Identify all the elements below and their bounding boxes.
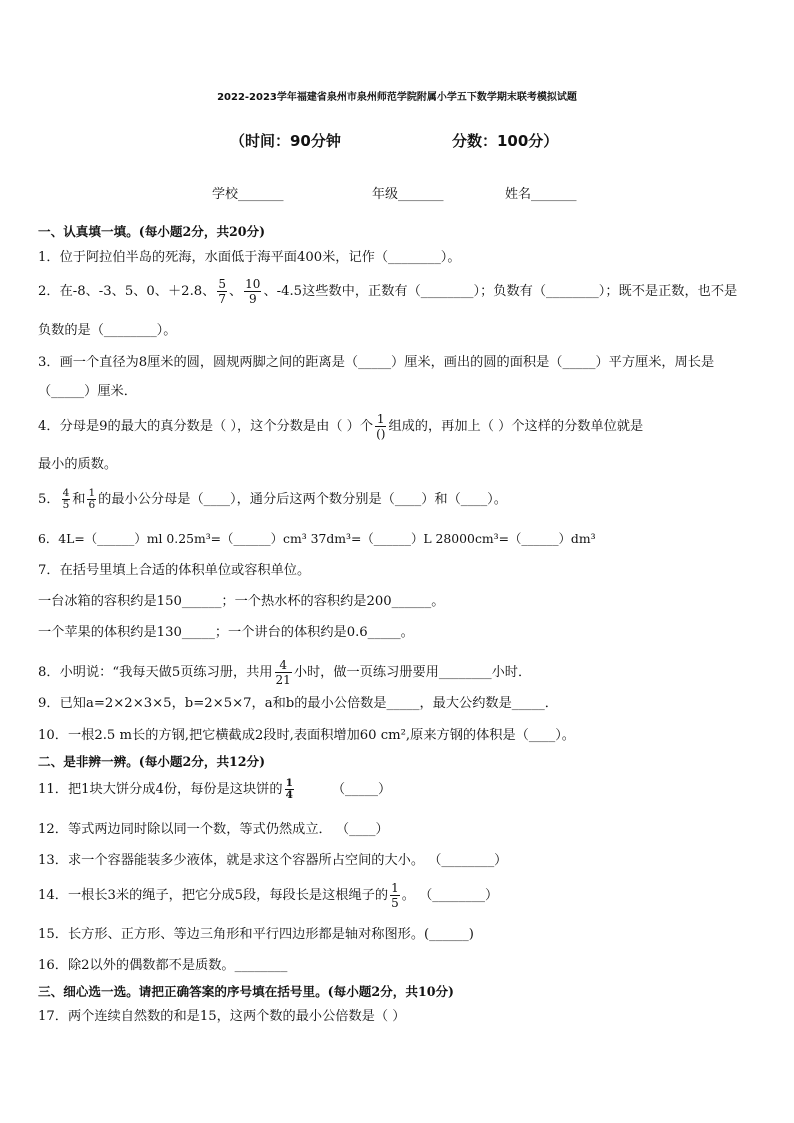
fraction-4-21: $\frac{4}{21}$ [275,658,291,687]
page-title: 2022-2023学年福建省泉州市泉州师范学院附属小学五下数学期末联考模拟试题 [217,92,577,103]
question-8: 8．小明说：“我每天做5页练习册，共用 $\frac{4}{21}$ 小时，做一页练习册要用________小时． [38,658,532,687]
fraction-5-7: $\frac{5}{7}$ [218,277,226,306]
question-1: 1．位于阿拉伯半岛的死海，水面低于海平面400米，记作（________）。 [38,250,461,265]
school-field: 学校_______ [212,187,284,202]
section-1-heading: 一、认真填一填。(每小题2分，共20分) [38,224,266,239]
grade-field: 年级_______ [372,187,444,202]
section-2-heading: 二、是非辨一辨。(每小题2分，共12分) [38,754,266,769]
question-17: 17．两个连续自然数的和是15，这两个数的最小公倍数是（ ） [38,1009,406,1024]
fraction-1-6: $\frac{1}{6}$ [88,487,96,511]
fraction-4-5: $\frac{4}{5}$ [62,487,70,511]
question-9: 9．已知a=2×2×3×5，b=2×5×7，a和b的最小公倍数是_____，最大公约数是_____． [38,696,558,711]
fraction-1-blank: $\frac{1}{()}$ [376,412,386,441]
question-2-text-b: 、-4.5这些数中，正数有（________）；负数有（________）；既不是正数，也不是 [263,284,738,299]
question-10: 10．一根2.5 m长的方钢,把它横截成2段时,表面积增加60 cm²,原来方钢的体积是（____）。 [38,728,575,743]
question-12: 12．等式两边同时除以同一个数，等式仍然成立． （____） [38,822,389,837]
fraction-1-4: $\frac{1}{4}$ [285,777,293,801]
fraction-10-9: $\frac{10}{9}$ [245,277,261,306]
question-4-continued: 最小的质数。 [38,457,118,472]
question-6: 6．4L=（______）ml 0.25m³=（______）cm³ 37dm³=（______）L 28000cm³=（______）dm³ [38,531,596,546]
question-7-line-c: 一个苹果的体积约是130_____；一个讲台的体积约是0.6_____。 [38,625,414,640]
question-3-continued: （_____）厘米． [38,384,137,399]
question-5: 5． $\frac{4}{5}$ 和 $\frac{1}{6}$ 的最小公分母是（____），通分后这两个数分别是（____）和（____）。 [38,487,507,511]
question-11: 11．把1块大饼分成4份，每份是这块饼的 $\frac{1}{4}$ （_____） [38,777,392,801]
question-2-text-a: 2．在-8、-3、5、0、＋2.8、 [38,284,216,299]
question-3: 3．画一个直径为8厘米的圆，圆规两脚之间的距离是（_____）厘米，画出的圆的面积是（_____）平方厘米，周长是 [38,355,715,370]
question-2-continued: 负数的是（________）。 [38,323,177,338]
section-3-heading: 三、细心选一选。请把正确答案的序号填在括号里。(每小题2分，共10分) [38,984,455,999]
exam-time: （时间：90分钟 [230,132,341,150]
exam-score: 分数：100分） [452,132,559,150]
question-16: 16．除2以外的偶数都不是质数。________ [38,958,288,973]
question-14: 14．一根长3米的绳子，把它分成5段，每段长是这根绳子的 $\frac{1}{5}$ 。 （________） [38,881,499,910]
question-15: 15．长方形、正方形、等边三角形和平行四边形都是轴对称图形。(______) [38,927,474,942]
fraction-1-5: $\frac{1}{5}$ [391,881,399,910]
question-7-line-b: 一台冰箱的容积约是150______；一个热水杯的容积约是200______。 [38,594,445,609]
name-field: 姓名_______ [505,187,577,202]
question-7: 7．在括号里填上合适的体积单位或容积单位。 [38,563,311,578]
question-13: 13．求一个容器能装多少液体，就是求这个容器所占空间的大小。 （________） [38,853,508,868]
question-2: 2．在-8、-3、5、0、＋2.8、 $\frac{5}{7}$ 、 $\frac{10}{9}$ 、-4.5这些数中，正数有（________）；负数有（________）；既不是正数，也不是 [38,277,738,306]
question-4: 4．分母是9的最大的真分数是（ ），这个分数是由（ ）个 $\frac{1}{()}$ 组成的，再加上（ ）个这样的分数单位就是 [38,412,644,441]
